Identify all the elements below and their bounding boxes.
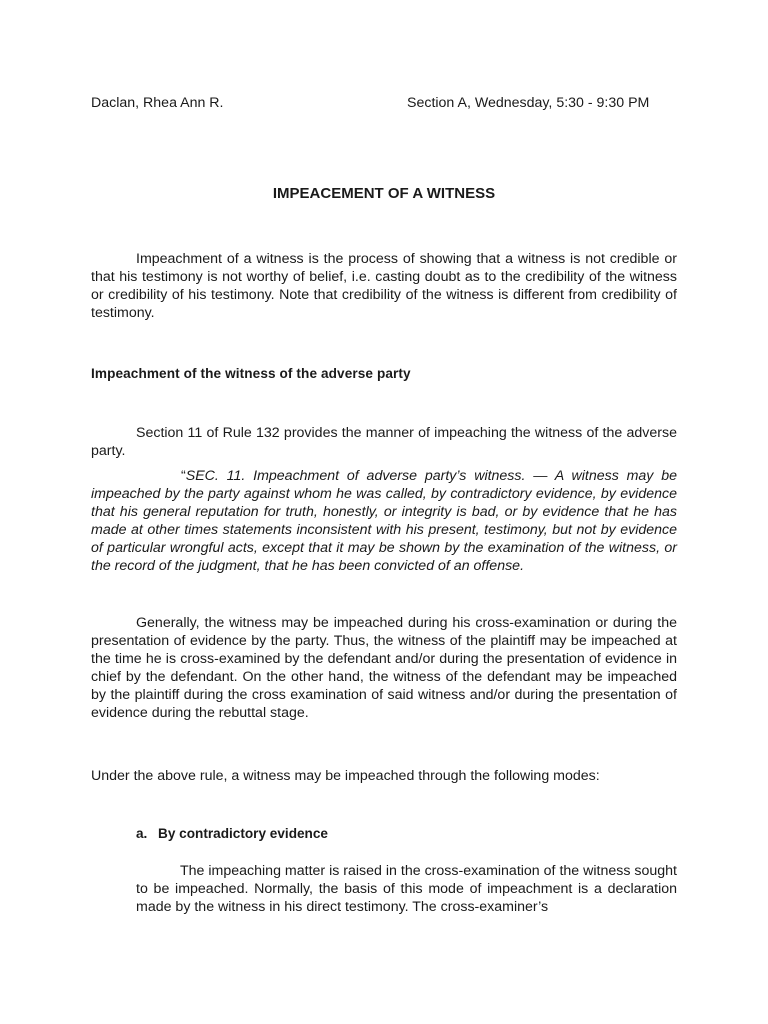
quoted-provision [91, 467, 677, 575]
mode-a-label: By contradictory evidence [158, 826, 328, 841]
modes-intro-paragraph: Under the above rule, a witness may be impeached through the following modes: [91, 768, 600, 784]
quote-text: SEC. 11. Impeachment of adverse party’s witness. — A witness may be impeached by the party against whom he was called, by contradictory evidence, by evidence that his general reputation for truth, honestly, or integrity is bad, or by evidence that he has made at other times statements inconsistent with his present, testimony, but not by evidence of particular wrongful acts, except that it may be shown by the examination of the witness, or the record of the judgment, that he has been convicted of an offense. [91, 468, 677, 574]
quote-open-mark: “ [181, 468, 186, 484]
student-name: Daclan, Rhea Ann R. [91, 95, 224, 111]
section-11-intro-paragraph: Section 11 of Rule 132 provides the manner of impeaching the witness of the adverse party. [91, 425, 677, 459]
generally-paragraph: Generally, the witness may be impeached during his cross-examination or during the presentation of evidence by the party. Thus, the witness of the plaintiff may be impeached at the time he is cross-examined by the defendant and/or during the presentation of evidence in chief by the defendant. On the other hand, the witness of the defendant may be impeached by the plaintiff during the cross examination of said witness and/or during the presentation of evidence during the rebuttal stage. [91, 615, 677, 721]
mode-a-paragraph: The impeaching matter is raised in the cross-examination of the witness sought to be impeached. Normally, the basis of this mode of impeachment is a declaration made by the witness in his direct testimony. The cross-examiner’s [136, 863, 677, 915]
class-section-schedule: Section A, Wednesday, 5:30 - 9:30 PM [407, 95, 650, 111]
document-header [91, 94, 677, 112]
intro-paragraph: Impeachment of a witness is the process of showing that a witness is not credible or that his testimony is not worthy of belief, i.e. casting doubt as to the credibility of the witness or credibility of his testimony. Note that credibility of the witness is different from credibility of testimony. [91, 251, 677, 321]
mode-a-heading [136, 825, 677, 843]
mode-a-marker: a. [136, 826, 148, 841]
document-title: IMPEACEMENT OF A WITNESS [272, 185, 496, 202]
heading-adverse-party: Impeachment of the witness of the adverse party [91, 366, 411, 381]
